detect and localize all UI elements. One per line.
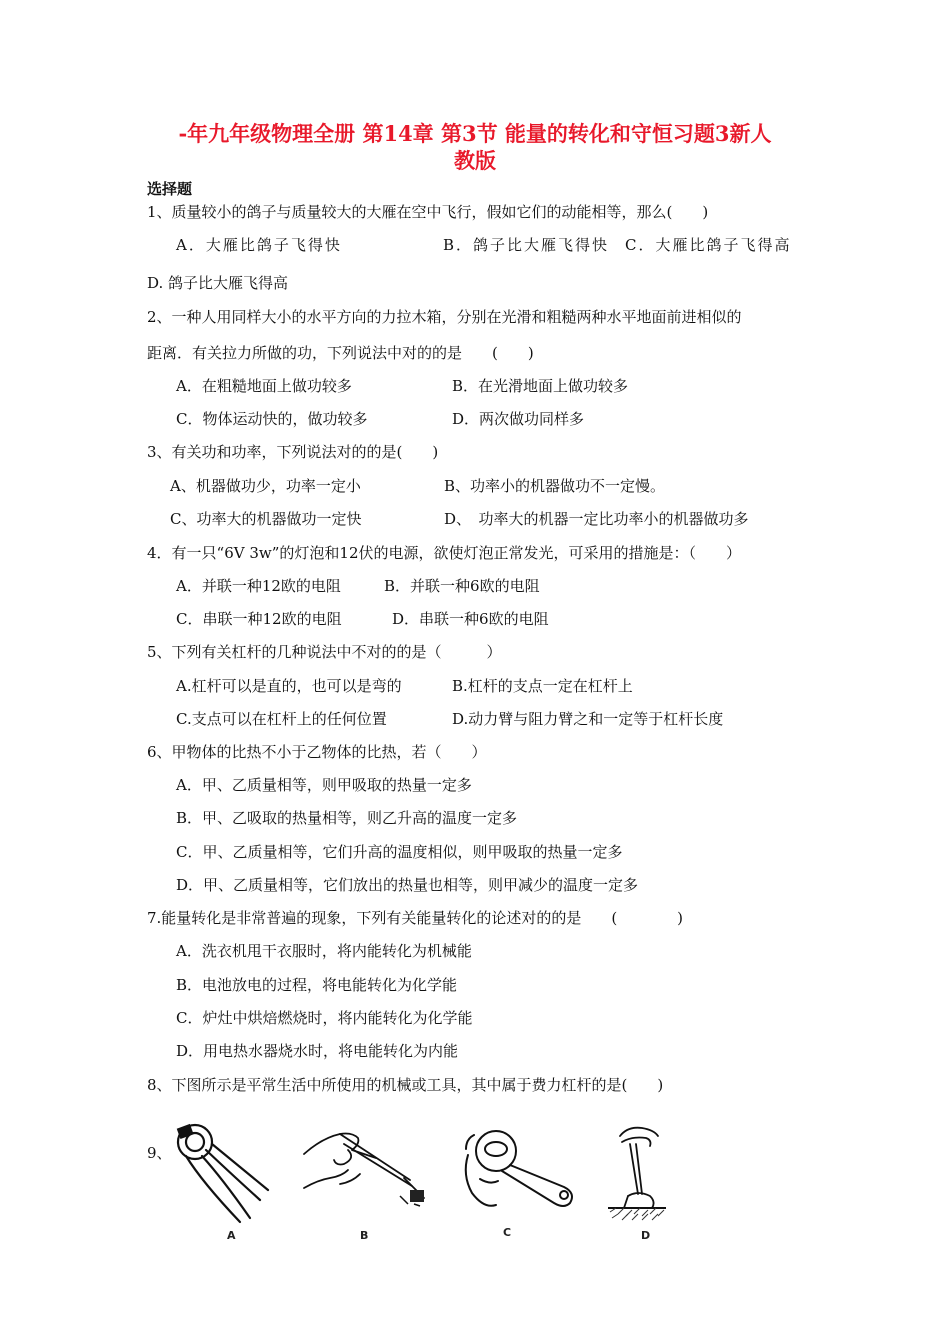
section-heading: 选择题: [147, 180, 193, 198]
document-title-line-2: 教版: [454, 148, 496, 173]
q7-option-b: B．电池放电的过程，将电能转化为化学能: [176, 976, 458, 994]
q4-option-a: A．并联一种12欧的电阻: [176, 577, 341, 595]
q3-option-b: B、功率小的机器做功不一定慢。: [444, 477, 666, 495]
figure-label-a: A: [227, 1229, 236, 1242]
q3-stem: 3、有关功和功率，下列说法对的的是( ): [147, 443, 439, 461]
q2-option-a: A．在粗糙地面上做功较多: [176, 377, 352, 395]
q7-stem: 7.能量转化是非常普遍的现象，下列有关能量转化的论述对的的是 ( ): [147, 909, 684, 927]
q7-option-d: D．用电热水器烧水时，将电能转化为内能: [176, 1042, 459, 1060]
q2-option-b: B．在光滑地面上做功较多: [452, 377, 629, 395]
q1-option-b: B．鸽子比大雁飞得快: [443, 236, 610, 254]
q8-stem: 8、下图所示是平常生活中所使用的机械或工具，其中属于费力杠杆的是( ): [147, 1076, 664, 1094]
tweezers-hand-icon: [300, 1128, 435, 1208]
bottle-opener-icon: [460, 1125, 585, 1225]
q3-option-a: A、机器做功少，功率一定小: [170, 477, 361, 495]
q5-option-c: C.支点可以在杠杆上的任何位置: [176, 710, 387, 728]
q1-option-c: C．大雁比鸽子飞得高: [625, 236, 792, 254]
q4-option-c: C．串联一种12欧的电阻: [176, 610, 342, 628]
q5-option-b: B.杠杆的支点一定在杠杆上: [452, 677, 633, 695]
figure-label-b: B: [360, 1229, 369, 1242]
q6-option-a: A．甲、乙质量相等，则甲吸取的热量一定多: [176, 776, 472, 794]
q3-option-c: C、功率大的机器做功一定快: [170, 510, 362, 528]
q5-option-d: D.动力臂与阻力臂之和一定等于杠杆长度: [452, 710, 724, 728]
q5-option-a: A.杠杆可以是直的，也可以是弯的: [176, 677, 402, 695]
document-title-line-1: -年九年级物理全册 第14章 第3节 能量的转化和守恒习题3新人: [178, 121, 772, 146]
q2-stem-line-2: 距离．有关拉力所做的功，下列说法中对的的是 ( ): [147, 344, 534, 362]
q5-stem: 5、下列有关杠杆的几种说法中不对的的是（ ）: [147, 643, 502, 661]
q4-option-d: D．串联一种6欧的电阻: [392, 610, 549, 628]
q2-stem-line-1: 2、一种人用同样大小的水平方向的力拉木箱，分别在光滑和粗糙两种水平地面前进相似的: [147, 308, 742, 326]
q3-option-d: D、 功率大的机器一定比功率小的机器做功多: [444, 510, 749, 528]
q4-option-b: B．并联一种6欧的电阻: [384, 577, 540, 595]
q6-option-d: D．甲、乙质量相等，它们放出的热量也相等，则甲减少的温度一定多: [176, 876, 639, 894]
figure-label-c: C: [503, 1226, 512, 1239]
q4-stem: 4．有一只“6V 3w”的灯泡和12伏的电源，欲使灯泡正常发光，可采用的措施是：（ ）: [147, 544, 741, 562]
q6-stem: 6、甲物体的比热不小于乙物体的比热，若（ ）: [147, 743, 487, 761]
pincers-icon: [162, 1120, 282, 1225]
q6-option-b: B．甲、乙吸取的热量相等，则乙升高的温度一定多: [176, 809, 518, 827]
q1-stem: 1、质量较小的鸽子与质量较大的大雁在空中飞行，假如它们的动能相等，那么( ): [147, 203, 709, 221]
q2-option-c: C．物体运动快的，做功较多: [176, 410, 368, 428]
figure-label-d: D: [641, 1229, 651, 1242]
q1-option-a: A．大雁比鸽子飞得快: [176, 236, 342, 254]
q7-option-c: C．炉灶中烘焙燃烧时，将内能转化为化学能: [176, 1009, 473, 1027]
q6-option-c: C．甲、乙质量相等，它们升高的温度相似，则甲吸取的热量一定多: [176, 843, 623, 861]
claw-hammer-icon: [602, 1122, 672, 1222]
q9-number: 9、: [147, 1144, 172, 1162]
q7-option-a: A．洗衣机甩干衣服时，将内能转化为机械能: [176, 942, 472, 960]
q2-option-d: D．两次做功同样多: [452, 410, 585, 428]
q1-option-d: D. 鸽子比大雁飞得高: [147, 274, 289, 292]
